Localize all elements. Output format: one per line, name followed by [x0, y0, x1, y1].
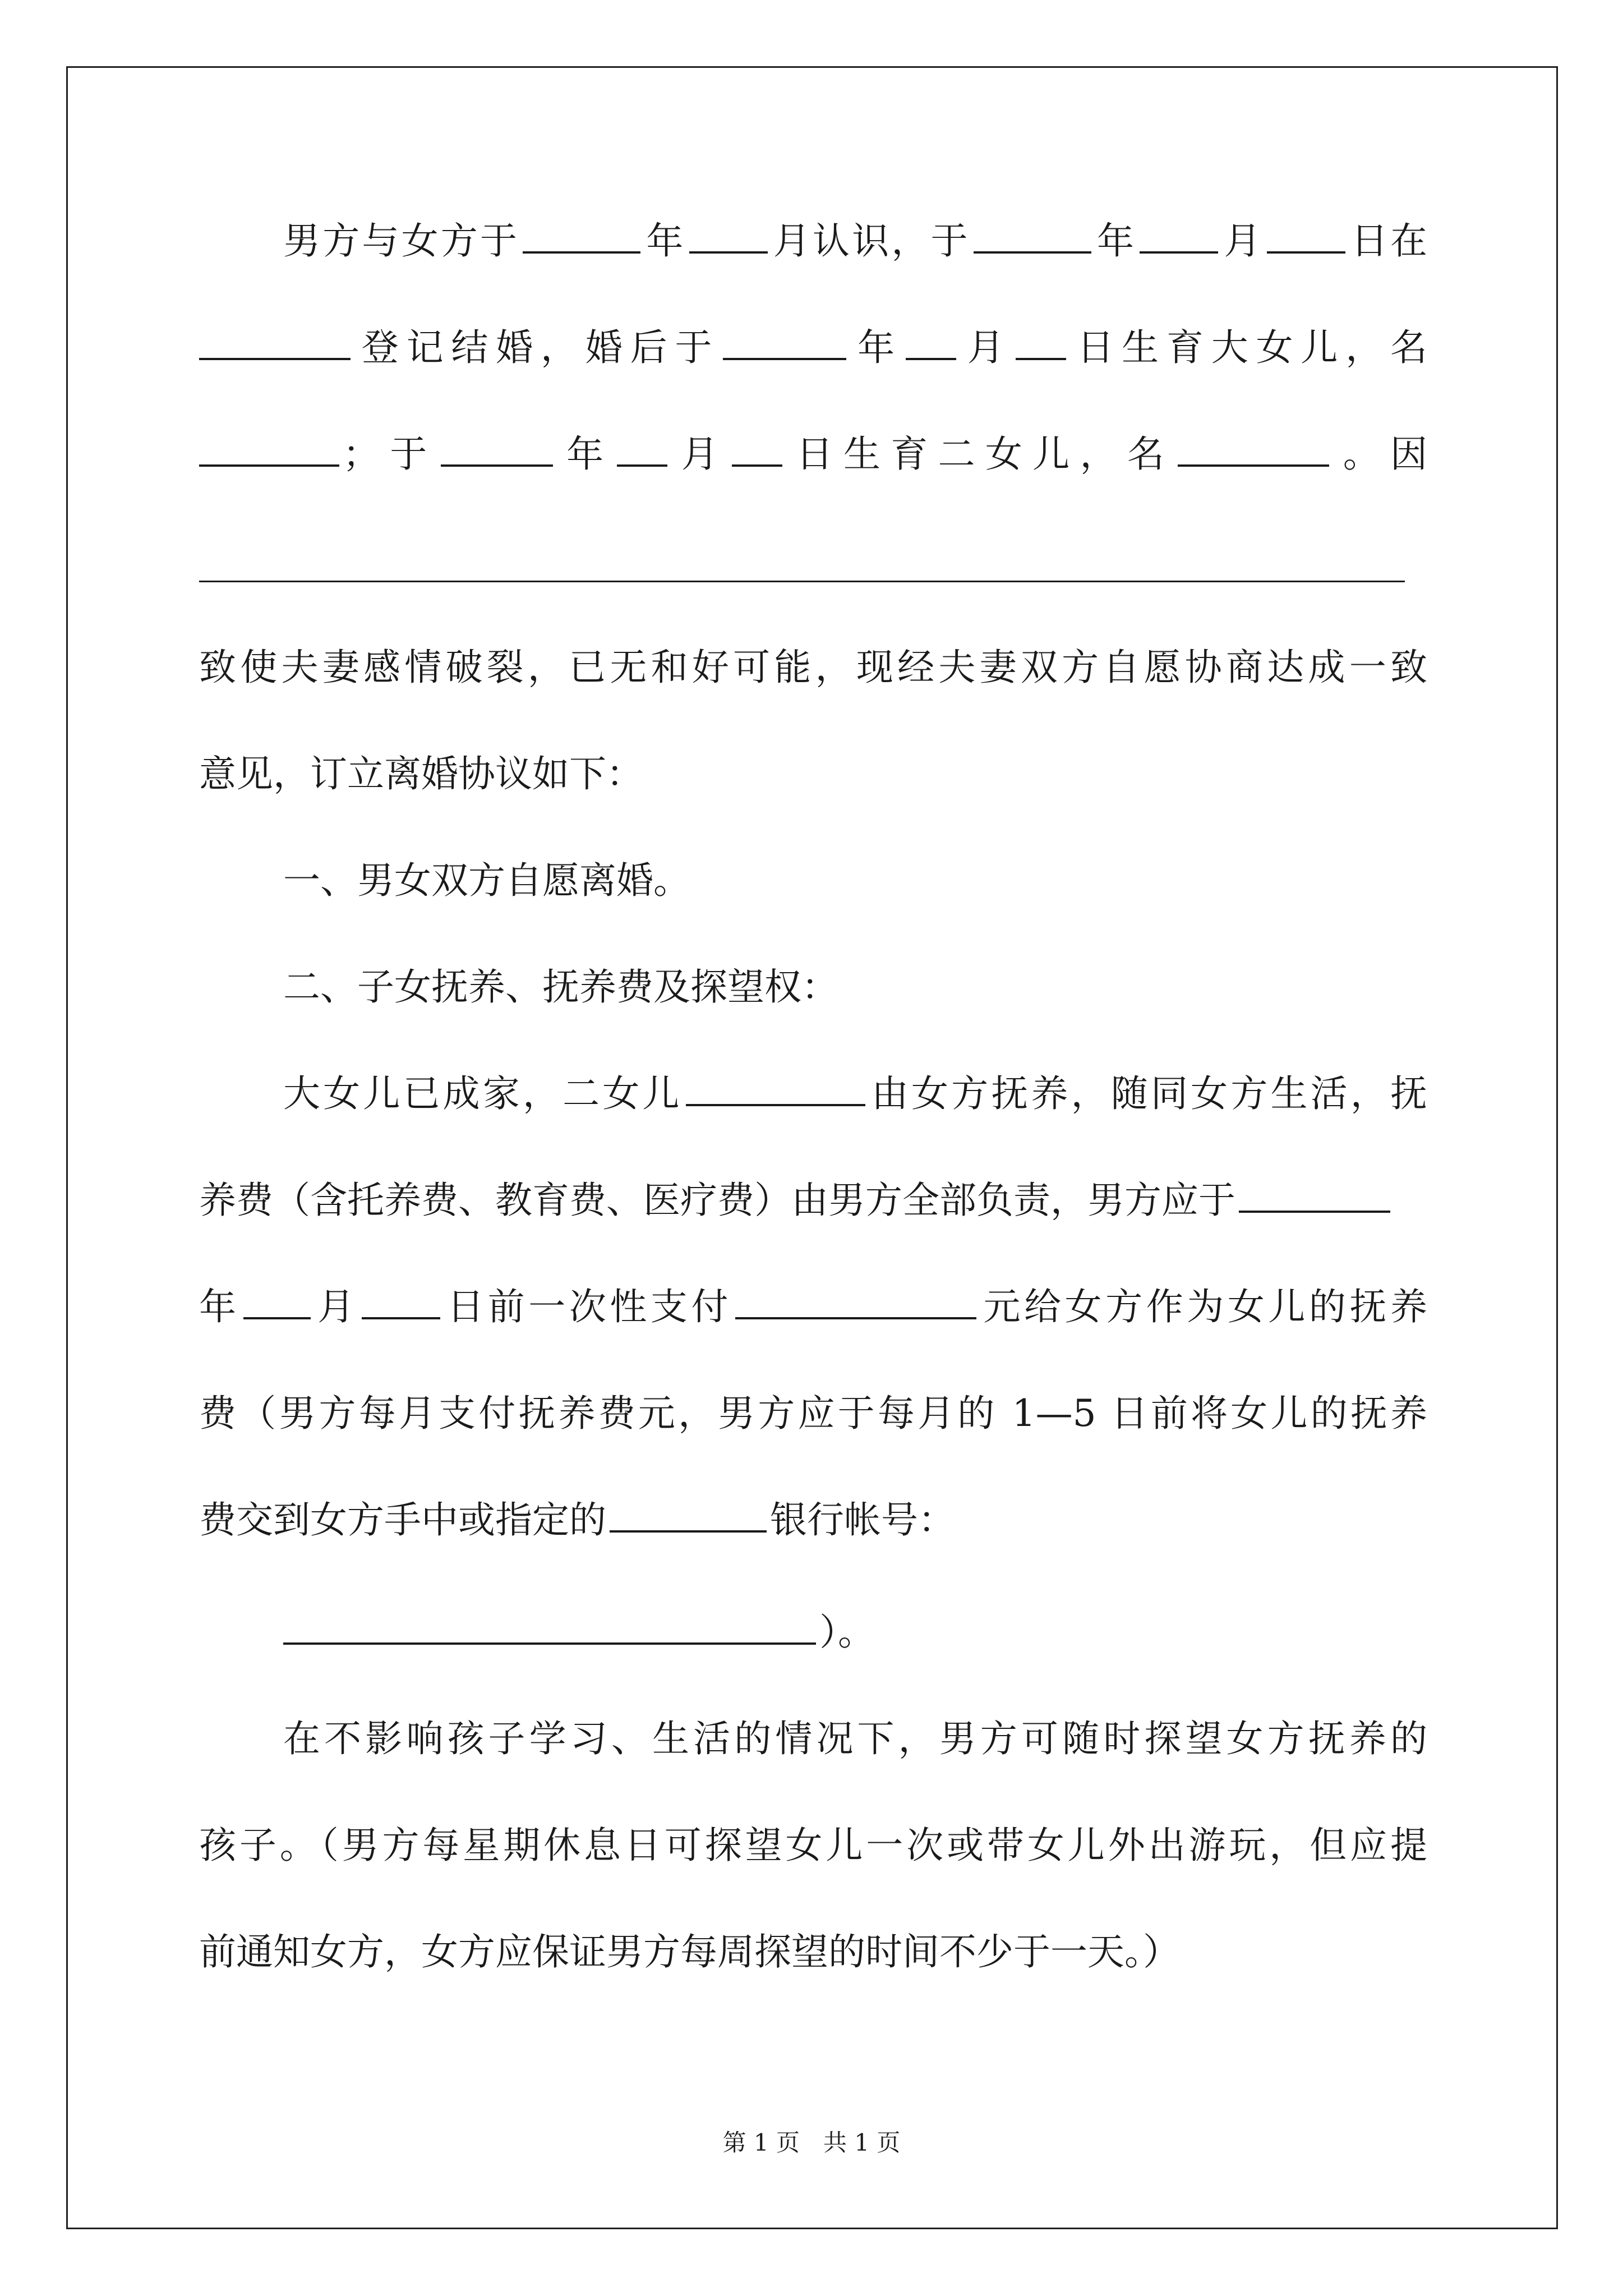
blank-field[interactable] [199, 321, 351, 360]
text: 月 [959, 326, 1012, 369]
blank-field[interactable] [199, 427, 339, 467]
page-border [66, 66, 1558, 2229]
blank-field[interactable] [1016, 321, 1066, 360]
text: 年 [850, 326, 902, 369]
text: 登记结婚，婚后于 [354, 326, 720, 369]
p4-line3: 前通知女方，女方应保证男方每周探望的时间不少于一天。） [199, 1930, 1180, 1973]
p2-line2: 意见，订立离婚协议如下： [199, 752, 643, 795]
item-1: 一、男女双方自愿离婚。 [283, 859, 690, 902]
bank-account-field[interactable] [283, 1605, 816, 1645]
p3-line2 [199, 1172, 1427, 1228]
blank-field[interactable] [906, 321, 956, 360]
p3-line1 [199, 1066, 1427, 1122]
reason-blank-line[interactable] [199, 581, 1405, 582]
blank-field[interactable] [617, 427, 667, 467]
text: 年 [199, 1285, 240, 1328]
item-2: 二、子女抚养、抚养费及探望权： [283, 965, 838, 1009]
text: 日前一次性支付 [443, 1285, 732, 1328]
text: 银行帐号： [770, 1498, 955, 1542]
p1-line1 [199, 213, 1427, 269]
blank-field[interactable] [1239, 1174, 1390, 1213]
text: 日在 [1348, 219, 1428, 263]
text: 月 [1221, 219, 1264, 263]
text: 由女方抚养，随同女方生活，抚 [868, 1072, 1428, 1115]
blank-field[interactable] [689, 214, 768, 254]
blank-field[interactable] [441, 427, 553, 467]
text: 日生育二女儿，名 [786, 432, 1175, 476]
text: ）。 [819, 1611, 875, 1654]
text: 月 [671, 432, 729, 476]
blank-field[interactable] [686, 1067, 865, 1106]
blank-field[interactable] [974, 214, 1091, 254]
text: 男方与女方于 [283, 219, 520, 263]
p2-line1: 致使夫妻感情破裂，已无和好可能，现经夫妻双方自愿协商达成一致 [199, 646, 1427, 689]
p3-line5 [199, 1492, 1427, 1548]
text: 月认识，于 [771, 219, 970, 263]
blank-field[interactable] [735, 1280, 976, 1319]
text: 年 [556, 432, 614, 476]
text: 日生育大女儿，名 [1069, 326, 1428, 369]
p1-line3 [199, 426, 1427, 482]
text: 年 [1094, 219, 1137, 263]
text: 养费（含托养费、教育费、医疗费）由男方全部负责，男方应于 [199, 1179, 1235, 1222]
p4-line2: 孩子。（男方每星期休息日可探望女儿一次或带女儿外出游玩，但应提 [199, 1824, 1427, 1867]
text: 大女儿已成家，二女儿 [283, 1072, 683, 1115]
blank-field[interactable] [243, 1280, 311, 1319]
text: 年 [644, 219, 686, 263]
blank-field[interactable] [732, 427, 782, 467]
p3-line6 [199, 1604, 1427, 1660]
blank-field[interactable] [723, 321, 846, 360]
text: 费交到女方手中或指定的 [199, 1498, 606, 1542]
blank-field[interactable] [1140, 214, 1218, 254]
p3-line4: 费（男方每月支付抚养费元，男方应于每月的 1—5 日前将女儿的抚养 [199, 1392, 1427, 1435]
page-footer: 第 1 页 共 1 页 [722, 2129, 901, 2156]
blank-field[interactable] [1178, 427, 1329, 467]
p3-line3 [199, 1279, 1427, 1335]
text: ；于 [343, 432, 437, 476]
text: 。因 [1332, 432, 1428, 476]
blank-field[interactable] [523, 214, 640, 254]
blank-field[interactable] [610, 1493, 767, 1533]
blank-field[interactable] [1267, 214, 1345, 254]
text: 月 [313, 1285, 358, 1328]
blank-field[interactable] [362, 1280, 440, 1319]
p4-line1: 在不影响孩子学习、生活的情况下，男方可随时探望女方抚养的 [283, 1717, 1427, 1760]
p1-line2 [199, 320, 1427, 376]
text: 元给女方作为女儿的抚养 [980, 1285, 1428, 1328]
